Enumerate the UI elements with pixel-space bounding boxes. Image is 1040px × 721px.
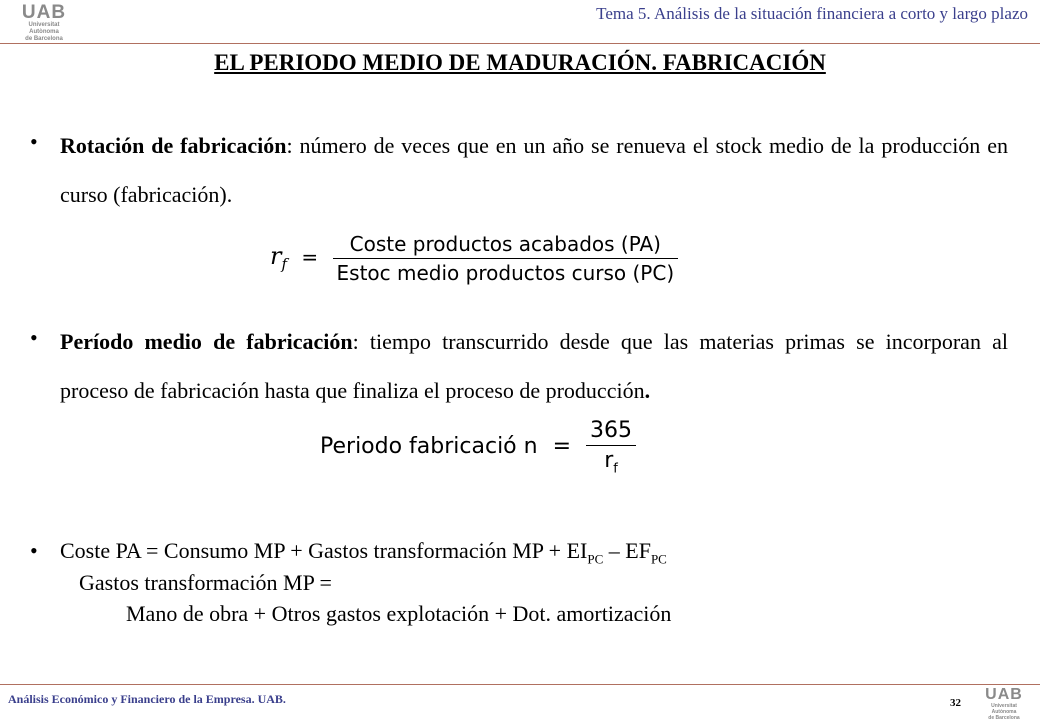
logo-line1: Universitat Autònoma bbox=[991, 703, 1017, 715]
logo-line2: de Barcelona bbox=[25, 36, 63, 42]
formula-fraction bbox=[586, 418, 636, 476]
formula-equals: = bbox=[552, 434, 572, 460]
formula-den-var: r bbox=[604, 448, 614, 473]
coste-pa-line bbox=[60, 538, 667, 567]
bullet-periodo bbox=[60, 317, 1008, 415]
formula-lhs: r bbox=[270, 242, 282, 270]
bullet-marker: • bbox=[30, 538, 38, 563]
bullet-text: : tiempo transcurrido desde que las materias primas se incorporan al proceso de fabricación hasta que finaliza el proceso de producción bbox=[60, 329, 1008, 403]
logo-line1: Universitat Autònoma bbox=[28, 22, 60, 35]
formula-numerator: Coste productos acabados (PA) bbox=[349, 232, 661, 256]
logo-line2: de Barcelona bbox=[988, 715, 1020, 721]
footer-divider bbox=[0, 684, 1040, 685]
formula-den-sub: f bbox=[613, 461, 618, 477]
header-divider bbox=[0, 43, 1040, 44]
slide-title: EL PERIODO MEDIO DE MADURACIÓN. FABRICACIÓN bbox=[214, 50, 826, 75]
bullet-rotacion bbox=[60, 121, 1008, 219]
bullet-marker: • bbox=[30, 129, 38, 154]
coste-main: Coste PA = Consumo MP + Gastos transformación MP + EI bbox=[60, 538, 588, 563]
bullet-term: Rotación de fabricación bbox=[60, 133, 287, 158]
formula-periodo bbox=[320, 418, 636, 476]
uab-logo-footer bbox=[980, 687, 1028, 721]
header-subtitle: Tema 5. Análisis de la situación financiera a corto y largo plazo bbox=[596, 4, 1028, 23]
formula-denominator bbox=[586, 445, 636, 476]
bullet-end: . bbox=[644, 378, 651, 403]
formula-lhs: Periodo fabricació n bbox=[320, 434, 538, 460]
coste-sub1: PC bbox=[587, 551, 604, 567]
formula-rotacion bbox=[270, 232, 678, 285]
coste-minus: – EF bbox=[603, 538, 651, 563]
bullet-text: : número de veces que en un año se renueva el stock medio de la producción en curso (fabricación). bbox=[60, 133, 1008, 207]
logo-mark: UAB bbox=[21, 2, 67, 23]
mano-obra-line: Mano de obra + Otros gastos explotación + Dot. amortización bbox=[126, 601, 672, 626]
uab-logo bbox=[14, 3, 74, 43]
formula-lhs-sub: f bbox=[281, 255, 288, 273]
formula-equals: = bbox=[301, 245, 319, 269]
coste-sub2: PC bbox=[650, 551, 667, 567]
page-number: 32 bbox=[950, 697, 961, 709]
logo-mark: UAB bbox=[985, 686, 1023, 703]
footer-text: Análisis Económico y Financiero de la Empresa. UAB. bbox=[8, 692, 286, 706]
gastos-line: Gastos transformación MP = bbox=[79, 570, 332, 595]
formula-denominator: Estoc medio productos curso (PC) bbox=[333, 258, 679, 285]
formula-numerator: 365 bbox=[590, 418, 633, 443]
bullet-marker: • bbox=[30, 325, 38, 350]
bullet-term: Período medio de fabricación bbox=[60, 329, 353, 354]
formula-fraction bbox=[333, 232, 679, 285]
